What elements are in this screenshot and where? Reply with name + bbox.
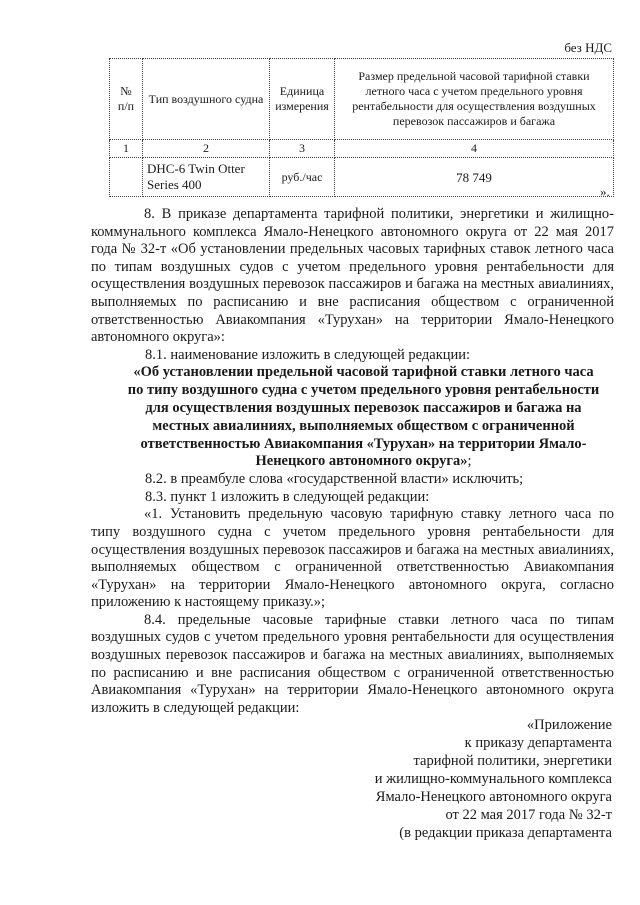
column-number: 1 [110, 140, 143, 158]
paragraph-8: 8. В приказе департамента тарифной политики, энергетики и жилищно-коммунального комплекса Ямало-Ненецкого автономного округа от 22 мая 2017 года № 32-т «Об установлении предельных часовых тарифных ставок летного часа по типам воздушных судов с учетом предельного уровня рентабельности для осуществления воздушных перевозок пассажиров и багажа на местных авиалиниях, выполняемых по расписанию и вне расписания обществом с ограниченной ответственностью Авиакомпания «Турухан» на территории Ямало-Ненецкого автономного округа»: [91, 206, 614, 346]
document-body [91, 206, 614, 843]
table-row [110, 158, 614, 197]
column-number: 4 [335, 140, 614, 158]
bold-title: «Об установлении предельной часовой тарифной ставки летного часа по типу воздушного судна с учетом предельного уровня рентабельности для осуществления воздушных перевозок пассажиров и багажа на местных авиалиниях, выполняемых обществом с ограниченной ответственностью Авиакомпания «Турухан» на территории Ямало-Ненецкого автономного округа» [127, 364, 600, 470]
row-rate: 78 749 [335, 158, 614, 197]
appendix-line: к приказу департамента [464, 735, 612, 752]
tariff-table [109, 58, 614, 197]
column-number: 3 [270, 140, 335, 158]
row-number [110, 158, 143, 197]
header-aircraft-type: Тип воздушного судна [143, 59, 270, 140]
column-number: 2 [143, 140, 270, 158]
quoted-item-1: «1. Установить предельную часовую тарифную ставку летного часа по типу воздушного судна с учетом предельного уровня рентабельности для осуществления воздушных перевозок пассажиров и багажа на местных авиалиниях, выполняемых обществом с ограниченной ответственностью Авиакомпания «Турухан» на территории Ямало-Ненецкого автономного округа, согласно приложению к настоящему приказу.»; [91, 506, 614, 611]
appendix-line: и жилищно-коммунального комплекса [374, 771, 612, 788]
table-header-row [110, 59, 614, 140]
vat-note: без НДС [564, 40, 612, 55]
row-unit: руб./час [270, 158, 335, 197]
appendix-line: от 22 мая 2017 года № 32-т [445, 806, 612, 823]
table-closing-quote: ». [600, 184, 610, 199]
table-column-numbers-row [110, 140, 614, 158]
appendix-line: (в редакции приказа департамента [399, 824, 612, 841]
appendix-line: Ямало-Ненецкого автономного округа [375, 789, 612, 806]
bold-title-tail: ; [467, 453, 472, 470]
appendix-line: тарифной политики, энергетики [413, 753, 612, 770]
paragraph-8-4: 8.4. предельные часовые тарифные ставки летного часа по типам воздушных судов с учетом предельного уровня рентабельности для осуществления воздушных перевозок пассажиров и багажа на местных авиалиниях, выполняемых по расписанию и вне расписания обществом с ограниченной ответственностью Авиакомпания «Турухан» на территории Ямало-Ненецкого автономного округа изложить в следующей редакции: [91, 611, 614, 716]
header-rate: Размер предельной часовой тарифной ставки летного часа с учетом предельного уровня рентабельности для осуществления воздушных перевозок пассажиров и багажа [335, 59, 614, 140]
header-unit: Единица измерения [270, 59, 335, 140]
row-aircraft-type: DHC-6 Twin Otter Series 400 [143, 158, 270, 197]
paragraph-8-3: 8.3. пункт 1 изложить в следующей редакции: [145, 488, 430, 505]
paragraph-8-2: 8.2. в преамбуле слова «государственной власти» исключить; [145, 471, 524, 488]
appendix-header [91, 717, 614, 842]
header-number: № п/п [110, 59, 143, 140]
paragraph-8-1: 8.1. наименование изложить в следующей редакции: [145, 346, 471, 363]
bold-title-block [91, 364, 614, 471]
appendix-line: «Приложение [526, 717, 612, 734]
